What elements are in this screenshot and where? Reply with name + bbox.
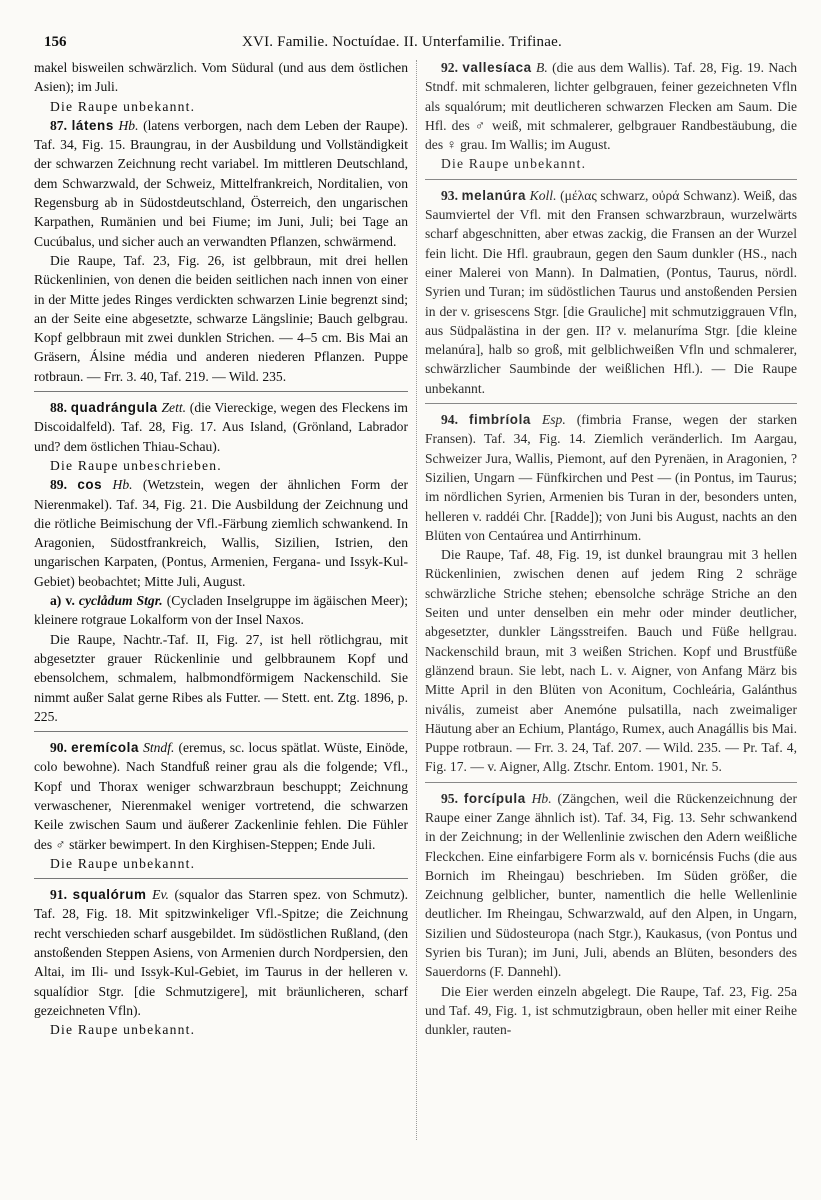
species-name: eremícola — [71, 740, 139, 756]
entry-separator — [425, 782, 797, 783]
entry-number: 94. — [441, 412, 458, 428]
species-entry-92 — [425, 58, 797, 174]
species-entry-95 — [425, 789, 797, 1040]
species-name: quadrángula — [70, 400, 158, 416]
species-author: Hb. — [118, 117, 139, 133]
entry-number: 95. — [441, 790, 458, 806]
species-author: B. — [536, 60, 548, 75]
entry-description: (die aus dem Wallis). Taf. 28, Fig. 19. Nach Stndf. mit schmaleren, lichter gelbgrauen, feiner gezeichneten Vfln als squalórum; mit deutlicheren schwarzen Flecken am Saum. Die Hfl. des ♂ weiß, mit schmalerer, gelbgrauer Randbestäubung, die des ♀ grau. Im Wallis; im August. — [425, 60, 798, 153]
raupe-description: Die Raupe, Taf. 48, Fig. 19, ist dunkel braungrau mit 3 hellen Rückenlinien, zwischen denen auf jedem Ring 2 schräge schwärzliche Striche stehen; ebensolche schräge Striche an den Seiten und unter denselben ein mehr oder minder deutlicher, abgesetzter, dunkler Längsstreifen. Bauch und Füße hellgrau. Nackenschild braun, mit 3 weißen Strichen. Kopf und Brustfüße glänzend braun. Sie lebt, nach L. v. Aigner, von Anfang März bis Mitte April in den Blüten von Aconitum, Cochleária, Galánthus nivális, zumeist aber Anemóne pulsatilla, nach zweimaliger Häutung aber an Echium, Plantágo, Rumex, auch Anagállis bis Mai. Puppe rotbraun. — Frr. 3. 24, Taf. 207. — Wild. 235. — Pr. Taf. 4, Fig. 17. — v. Aigner, Allg. Ztschr. Entom. 1901, Nr. 5. — [425, 547, 797, 775]
intro-raupe-note: Die Raupe unbekannt. — [50, 98, 196, 114]
entry-number: 93. — [441, 187, 458, 203]
species-name: squalórum — [72, 887, 147, 903]
page-header — [34, 28, 791, 58]
entry-separator — [34, 391, 408, 392]
left-column — [34, 58, 408, 1040]
page-number: 156 — [44, 34, 67, 50]
entry-description: (latens verborgen, nach dem Leben der Raupe). Taf. 34, Fig. 15. Braungrau, in der Ausbildung und Vollständigkeit der schwarzen Zeichnung recht variabel. Im mittleren Deutschland, dem Schwarzwald, der Schweiz, Mittelfrankreich, Norditalien, von Regensburg ab in Südostdeutschland, Österreich, den ungarischen Karpathen, Rumänien und bei Fiume; im Juni, Juli; bei Tage an Cucúbalus, und sicher auch an verwandten Pflanzen, schwärmend. — [34, 117, 408, 249]
species-entry-88 — [34, 398, 408, 475]
species-name: vallesíaca — [462, 60, 532, 75]
variety-name: cyclådum Stgr. — [78, 593, 163, 609]
entry-description: (Zängchen, weil die Rückenzeichnung der Raupe einer Zange ähnlich ist). Taf. 34, Fig. 13. Sehr schwankend in der Zeichnung; in der Wellenlinie zwischen den Adern weißliche Fleckchen. Eine einfarbigere Form als v. bornicénsis Fuchs (die aus Bornich im Rheingau) beschrieben. Im Süden größer, die Zeichnung gelblicher, bunter, namentlich die helle Wellenlinie deutlicher. Im Rheingau, Schwarzwald, auf den Alpen, in Ungarn, Sizilien und Südosteuropa (nach Stgr.), Kaukasus, (von Pontus und Syrien bis Turan); im Juni, Juli, abends an Blüten, besonders des Sauerdorns (F. Dannehl). — [425, 790, 797, 980]
species-entry-91 — [34, 885, 408, 1039]
species-author: Ev. — [152, 887, 169, 903]
species-author: Hb. — [112, 477, 133, 493]
raupe-description: Die Raupe unbekannt. — [50, 1022, 196, 1038]
raupe-description: Die Raupe unbeschrieben. — [50, 457, 222, 473]
species-entry-90 — [34, 738, 408, 873]
entry-number: 91. — [50, 887, 67, 903]
variety-description: (Cycladen Inselgruppe im ägäischen Meer); kleinere rotgraue Lokalform von der Insel Naxos. — [34, 593, 408, 628]
entry-separator — [425, 179, 797, 180]
variety-label: a) v. — [50, 593, 75, 609]
species-name: fimbríola — [469, 412, 531, 428]
species-name: látens — [71, 117, 114, 133]
species-name: melanúra — [461, 187, 526, 203]
column-divider — [416, 60, 418, 1140]
entry-number: 90. — [50, 740, 67, 756]
entry-number: 87. — [50, 117, 67, 133]
entry-number: 88. — [50, 400, 67, 416]
species-entry-93 — [425, 186, 797, 398]
intro-paragraph: makel bisweilen schwärzlich. Vom Südural (und aus dem östlichen Asien); im Juli. — [34, 60, 408, 95]
entry-separator — [34, 878, 408, 879]
entry-description: (Wetzstein, wegen der ähnlichen Form der Nierenmakel). Taf. 34, Fig. 21. Die Ausbildung der Zeichnung und die rötliche Beimischung der Vfl.-Färbung ziemlich schwankend. In Aragonien, Südostfrankreich, Wallis, Sizilien, Istrien, den ungarischen Karpaten, (Pontus, Armenien, Fergana- und Issyk-Kul-Gebiet) beobachtet; Mitte Juli, August. — [34, 477, 409, 589]
species-author: Esp. — [541, 412, 566, 428]
running-head: XVI. Familie. Noctuídae. II. Unterfamilie. Trifinae. — [242, 34, 562, 50]
entry-description: (squalor das Starren spez. von Schmutz). Taf. 28, Fig. 18. Mit spitzwinkeliger Vfl.-Spitze; die Zeichnung recht verschieden scharf ausgebildet. Im südöstlichen Rußland, (den anstoßenden Steppen Asiens, von Armenien durch Nordpersien, den Altai, im Ili- und Issyk-Kul-Gebiet, im Taurus in der helleren v. squalídior Stgr. [die Schmutzigere], mit bräunlicheren, scharf gezeichneten Vfln). — [34, 887, 409, 1018]
species-author: Stndf. — [143, 740, 175, 756]
raupe-description: Die Raupe unbekannt. — [50, 855, 196, 871]
entry-number: 89. — [50, 477, 67, 493]
entry-number: 92. — [441, 60, 458, 75]
species-name: cos — [77, 477, 103, 493]
entry-separator — [34, 731, 408, 732]
raupe-description: Die Eier werden einzeln abgelegt. Die Raupe, Taf. 23, Fig. 25a und Taf. 49, Fig. 1, ist schmutzigbraun, oben heller mit einer Reihe dunkler, rauten- — [425, 983, 797, 1038]
entry-description: (eremus, sc. locus spätlat. Wüste, Einöde, colo bewohne). Nach Standfuß reiner grau als die folgende; Vfl., Kopf und Thorax weniger schwarzbraun beschuppt; Zeichnung verwaschener, Nierenmakel weniger vortretend, die schwarzen Keile zwischen Saum und äußerer Zackenlinie fehlen. Die Fühler des ♂ stärker bewimpert. In den Kirghisen-Steppen; Ende Juli. — [34, 740, 408, 852]
right-column — [425, 58, 797, 1040]
species-entry-89 — [34, 475, 408, 726]
species-entry-87 — [34, 116, 408, 386]
species-entry-94 — [425, 410, 797, 777]
species-author: Zett. — [161, 400, 187, 416]
raupe-description: Die Raupe, Nachtr.-Taf. II, Fig. 27, ist hell rötlichgrau, mit abgesetzter grauer Rückenlinie und gelbbraunem Kopf und ebensolchem, schmalem, halbmondförmigem Nackenschild. Sie nimmt außer Salat gerne Ribes als Futter. — Stett. ent. Ztg. 1896, p. 225. — [34, 631, 408, 724]
entry-description: (μέλας schwarz, οὐρά Schwanz). Weiß, das Saumviertel der Vfl. mit den Fransen schwarzbraun, wurzelwärts scharf abgeschnitten, aber etwas zackig, die Fransen an der Wurzel fein licht. Die Hfl. graubraun, gegen den Saum dunkler (HS., nach einer Malerei von Mann). In Dalmatien, (Pontus, Taurus, nördl. Syrien und Turan; im südöstlichen Taurus und anstoßenden Persien in der v. grisescens Stgr. [die Grauliche] mit schmutziggrauen Vfln, aus Südpalästina in der gen. II? v. melanuríma Stgr. [die kleine melanúra], halb so groß, mit gelblichweißen Vfln und schmalerer, schwärzlicher Saumbinde der weißlichen Hfl.). — Die Raupe unbekannt. — [425, 187, 797, 396]
species-author: Koll. — [529, 187, 557, 203]
raupe-description: Die Raupe, Taf. 23, Fig. 26, ist gelbbraun, mit drei hellen Rückenlinien, von denen die beiden seitlichen nach innen von einer in der Mitte jedes Ringes verdickten schwarzen Linie begrenzt sind; an der Seite eine abgesetzte, schwarze Längslinie; Bauch gelbgrau. Kopf gelbbraun mit zwei dunklen Strichen. — 4–5 cm. Bis Mai an Gräsern, Álsine média und anderen niederen Pflanzen. Puppe rotbraun. — Frr. 3. 40, Taf. 219. — Wild. 235. — [34, 252, 408, 384]
raupe-description: Die Raupe unbekannt. — [441, 156, 587, 172]
species-author: Hb. — [531, 790, 552, 806]
entry-separator — [425, 403, 797, 404]
entry-description: (fimbria Franse, wegen der starken Fransen). Taf. 34, Fig. 14. Ziemlich veränderlich. Im Aargau, Schweizer Jura, Wallis, Piemont, auf den Pyrenäen, in Aragonien, ? Sizilien, Ungarn — Fünfkirchen und Pest — (in Pontus, im Taurus; im nördlichen Syrien, Armenien bis Turan in der, besonders unten, helleren v. raddéi Chr. [Radde]); von Juni bis August, nachts an den Blüten von Centaúrea und Antirrhinum. — [425, 412, 797, 543]
entry-description: (die Viereckige, wegen des Fleckens im Discoidalfeld). Taf. 28, Fig. 17. Aus Island, (Grönland, Labrador und? dem östlichen Thiau-Schau). — [34, 400, 408, 454]
species-name: forcípula — [463, 790, 526, 806]
